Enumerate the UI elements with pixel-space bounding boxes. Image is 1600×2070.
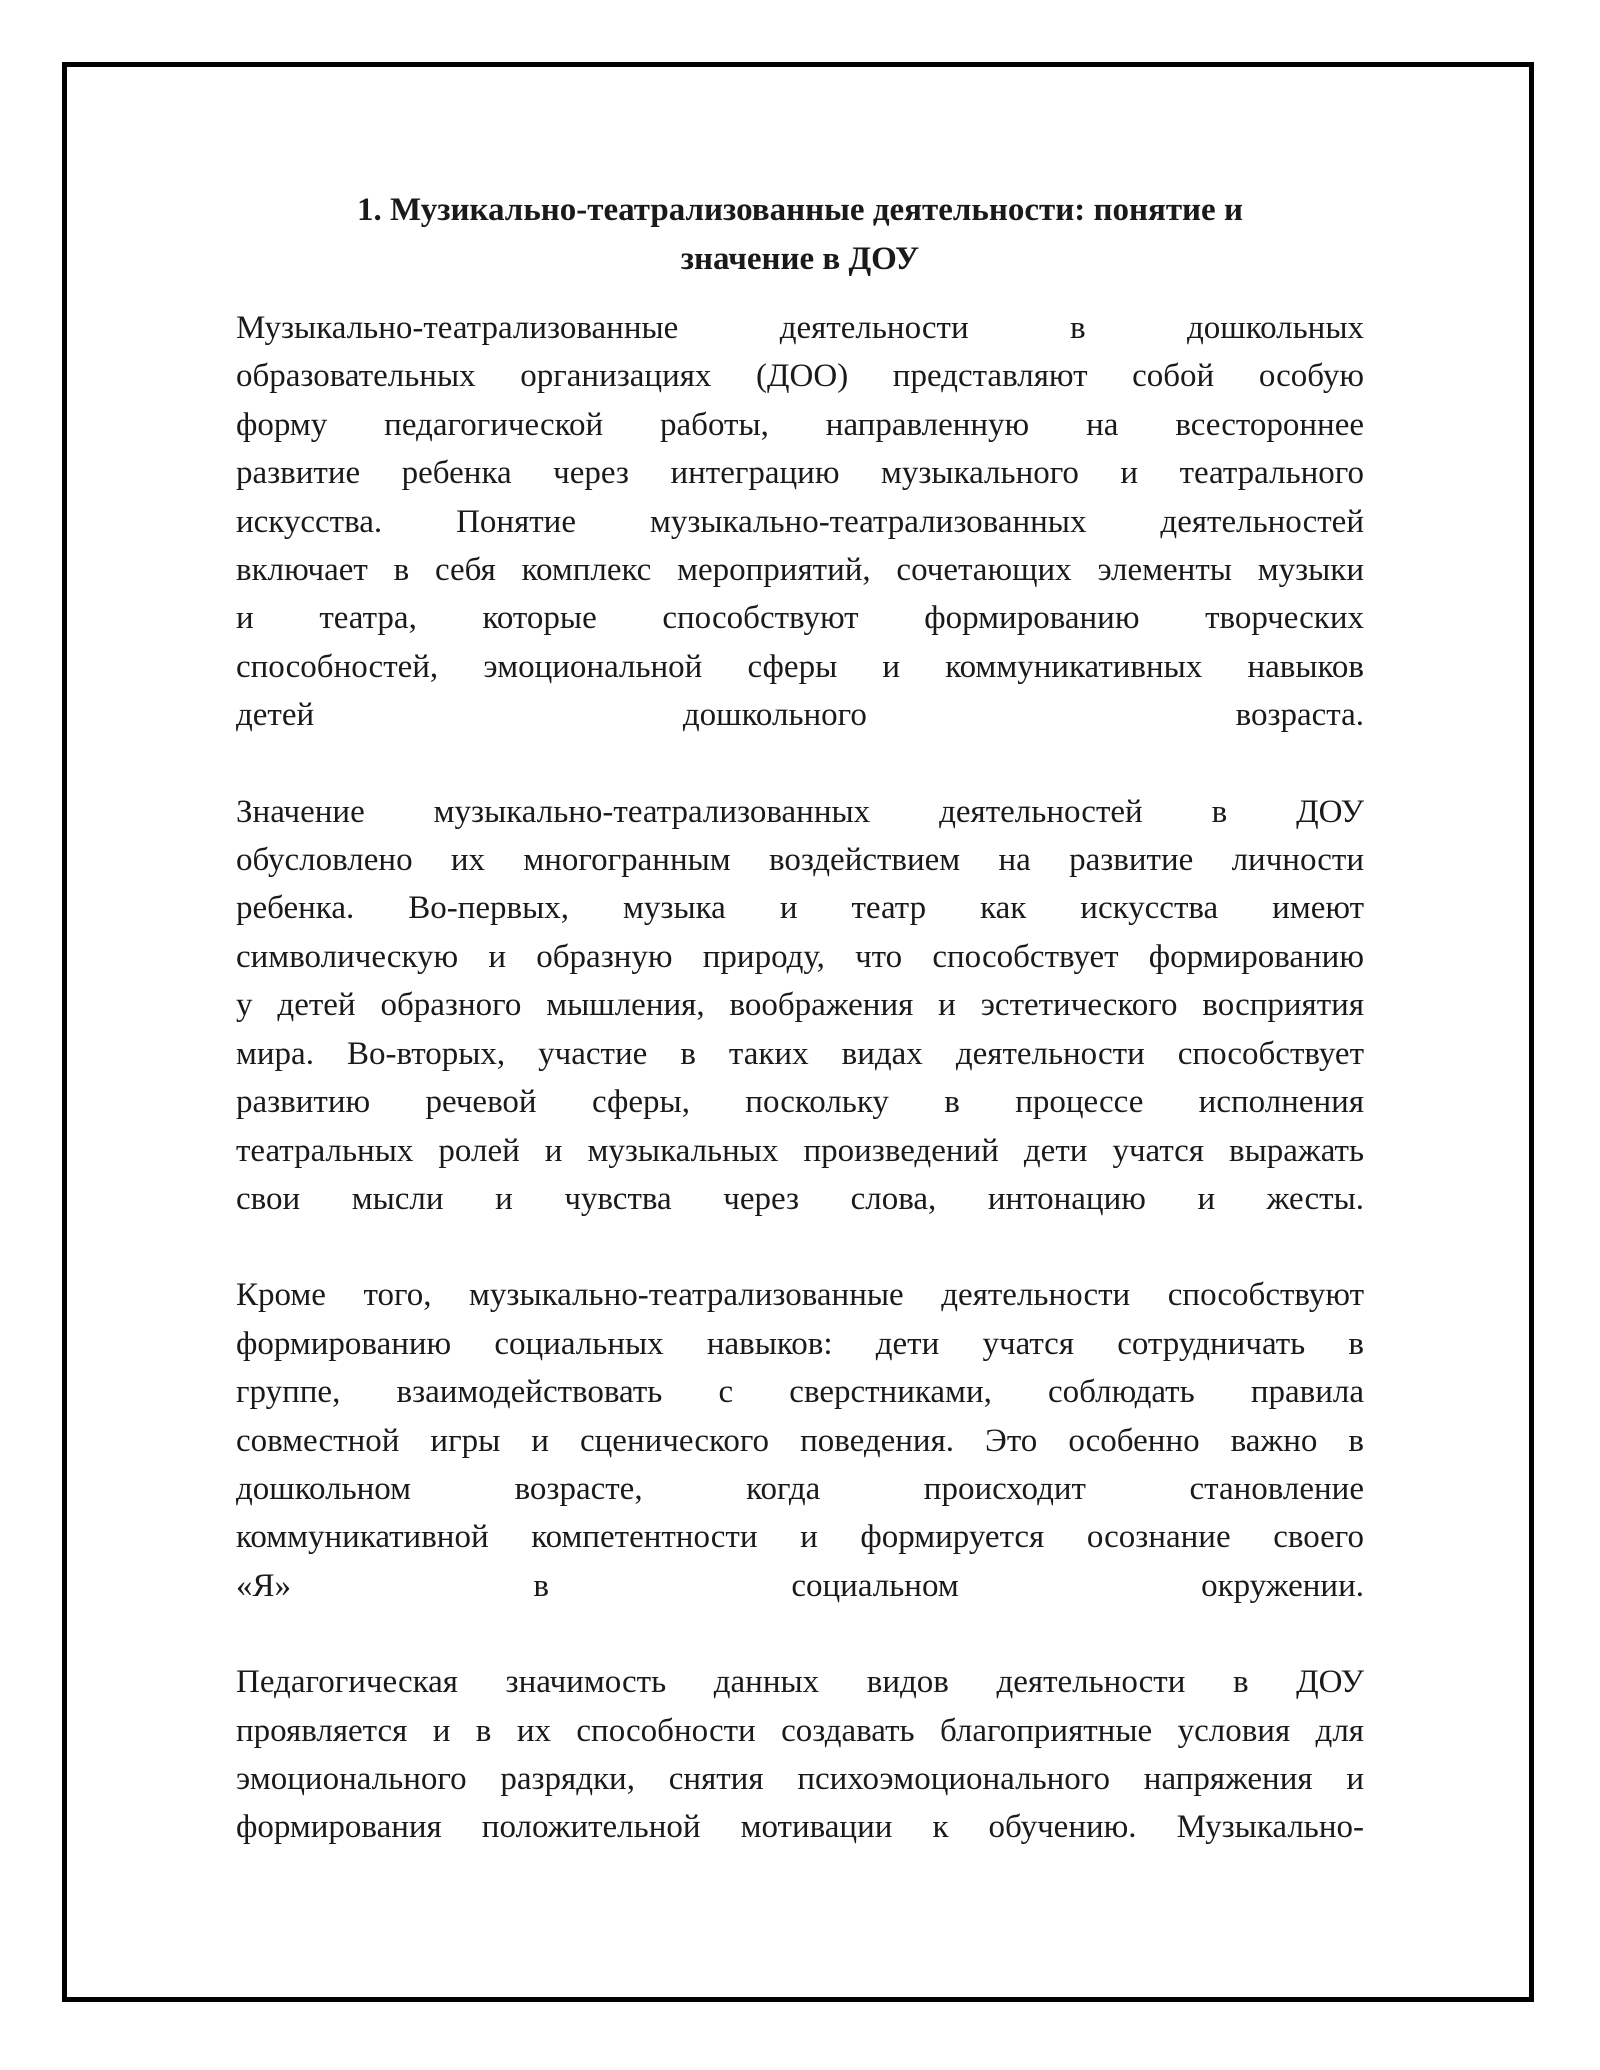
text-line: Музыкально-театрализованные деятельности в дошкольных	[236, 310, 1364, 346]
text-line: формирования положительной мотивации к обучению. Музыкально-	[236, 1809, 1364, 1846]
text-line: Кроме того, музыкально-театрализованные деятельности способствуют	[236, 1277, 1364, 1314]
text-line: и театра, которые способствуют формированию творческих	[236, 600, 1364, 637]
paragraph-concept	[236, 304, 1364, 740]
heading-line: значение в ДОУ	[680, 241, 920, 277]
text-line: символическую и образную природу, что способствует формированию	[236, 938, 1364, 975]
text-line: театральных ролей и музыкальных произведений дети учатся выражать	[236, 1132, 1364, 1169]
text-line: свои мысли и чувства через слова, интонацию и жесты.	[236, 1180, 1364, 1217]
text-line: группе, взаимодействовать с сверстниками, соблюдать правила	[236, 1374, 1364, 1411]
text-line: способностей, эмоциональной сферы и коммуникативных навыков	[236, 648, 1364, 685]
text-line: проявляется и в их способности создавать благоприятные условия для	[236, 1712, 1364, 1749]
text-line: ребенка. Во-первых, музыка и театр как искусства имеют	[236, 890, 1364, 927]
text-line: формированию социальных навыков: дети учатся сотрудничать в	[236, 1325, 1364, 1362]
text-line: коммуникативной компетентности и формируется осознание своего	[236, 1519, 1364, 1556]
paragraph-social-skills	[236, 1271, 1364, 1610]
text-line: включает в себя комплекс мероприятий, сочетающих элементы музыки	[236, 552, 1364, 589]
text-line: Значение музыкально-театрализованных деятельностей в ДОУ	[236, 793, 1364, 830]
text-line: дошкольном возрасте, когда происходит становление	[236, 1470, 1364, 1507]
text-line: у детей образного мышления, воображения и эстетического восприятия	[236, 987, 1364, 1024]
text-line: искусства. Понятие музыкально-театрализованных деятельностей	[236, 503, 1364, 540]
text-line: эмоционального разрядки, снятия психоэмоционального напряжения и	[236, 1760, 1364, 1797]
text-line: образовательных организациях (ДОО) представляют собой особую	[236, 358, 1364, 395]
text-line: мира. Во-вторых, участие в таких видах деятельности способствует	[236, 1035, 1364, 1072]
text-line: совместной игры и сценического поведения. Это особенно важно в	[236, 1422, 1364, 1459]
text-line: «Я» в социальном окружении.	[236, 1567, 1364, 1604]
text-line: развитию речевой сферы, поскольку в процессе исполнения	[236, 1084, 1364, 1121]
text-line: обусловлено их многогранным воздействием на развитие личности	[236, 842, 1364, 879]
paragraph-pedagogical-value	[236, 1658, 1364, 1852]
document-body	[236, 186, 1364, 1900]
paragraph-significance	[236, 788, 1364, 1224]
text-line: форму педагогической работы, направленную на всестороннее	[236, 406, 1364, 443]
text-line: развитие ребенка через интеграцию музыкального и театрального	[236, 455, 1364, 492]
section-heading	[236, 186, 1364, 284]
text-line: Педагогическая значимость данных видов деятельности в ДОУ	[236, 1664, 1364, 1701]
heading-line: 1. Музикально-театрализованные деятельности: понятие и	[357, 192, 1243, 228]
text-line: детей дошкольного возраста.	[236, 697, 1364, 734]
